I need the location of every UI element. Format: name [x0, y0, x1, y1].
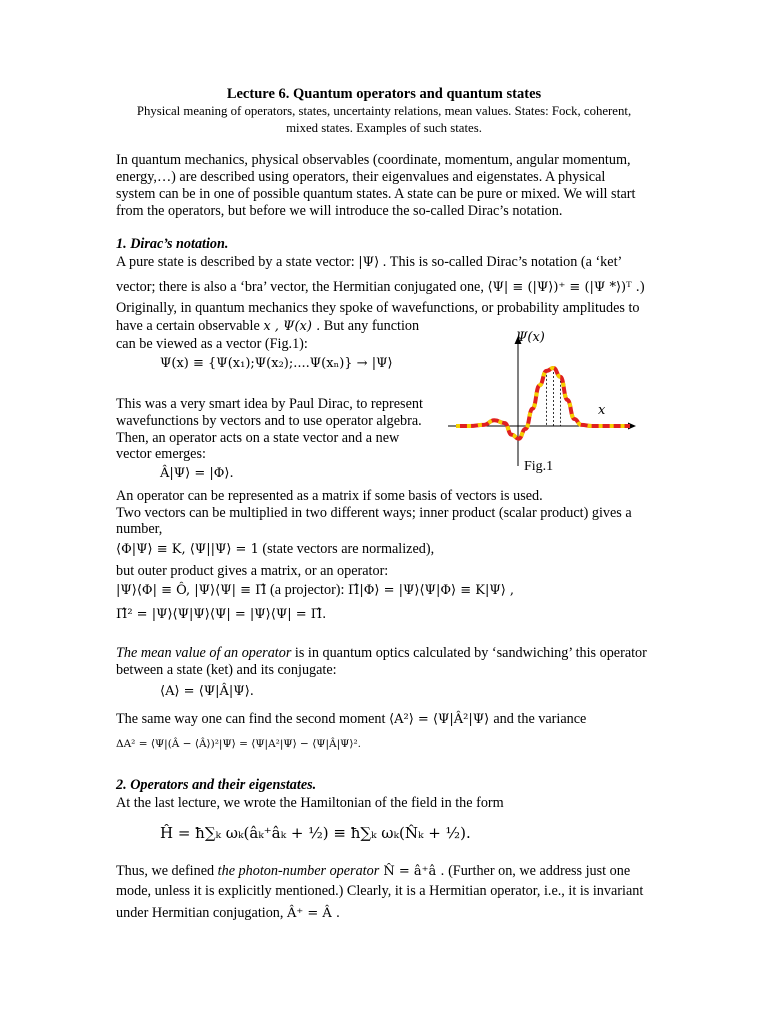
equation-vector: Ψ(x) ≡ {Ψ(x₁);Ψ(x₂);....Ψ(xₙ)} → |Ψ⟩: [160, 356, 393, 371]
paragraph-line: Then, an operator acts on a state vector and a new: [116, 430, 400, 446]
paragraph-line: An operator can be represented as a matrix if some basis of vectors is used.: [116, 488, 543, 504]
section-heading-operators: 2. Operators and their eigenstates.: [116, 777, 317, 793]
equation-inner-product: ⟨Φ|Ψ⟩ ≡ K, ⟨Ψ||Ψ⟩ = 1 (state vectors are normalized),: [116, 541, 435, 557]
intro-line: system can be in one of possible quantum states. A state can be pure or mixed. We will start: [116, 186, 636, 202]
paragraph-line: wavefunctions by vectors and to use operator algebra.: [116, 413, 422, 429]
paragraph-line: have a certain observable x , Ψ(x) . But any function: [116, 318, 420, 334]
paragraph-line: under Hermitian conjugation, Â⁺ = Â .: [116, 905, 341, 921]
equation-mean-value: ⟨A⟩ = ⟨Ψ|Â|Ψ⟩.: [160, 684, 254, 699]
paragraph-line: Two vectors can be multiplied in two different ways; inner product (scalar product) gives a: [116, 505, 632, 521]
paragraph-line: but outer product gives a matrix, or an operator:: [116, 563, 389, 579]
paragraph-line: The same way one can find the second moment ⟨A²⟩ = ⟨Ψ|Â²|Ψ⟩ and the variance: [116, 711, 587, 727]
paragraph-line: can be viewed as a vector (Fig.1):: [116, 336, 308, 352]
page-subtitle-line2: mixed states. Examples of such states.: [286, 121, 482, 135]
wavefunction-chart: [448, 328, 638, 478]
paragraph-line: A pure state is described by a state vector: |Ψ⟩ . This is so-called Dirac’s notation (a ‘ket’: [116, 254, 623, 270]
intro-line: energy,…) are described using operators, their eigenvalues and eigenstates. A physical: [116, 169, 606, 185]
equation-projector-square: Π̂² = |Ψ⟩⟨Ψ|Ψ⟩⟨Ψ| = |Ψ⟩⟨Ψ| = Π̂.: [116, 607, 327, 622]
paragraph-line: Thus, we defined the photon-number operator N̂ = â⁺â . (Further on, we address just one: [116, 863, 631, 879]
paragraph-line: At the last lecture, we wrote the Hamiltonian of the field in the form: [116, 795, 504, 811]
paragraph-line: This was a very smart idea by Paul Dirac, to represent: [116, 396, 423, 412]
equation-outer-product: |Ψ⟩⟨Φ| ≡ Ô, |Ψ⟩⟨Ψ| ≡ Π̂ (a projector): Π̂|Φ⟩ = |Ψ⟩⟨Ψ|Φ⟩ ≡ K|Ψ⟩ ,: [116, 582, 515, 598]
page-title: Lecture 6. Quantum operators and quantum states: [226, 86, 542, 102]
paragraph-line: vector; there is also a ‘bra’ vector, the Hermitian conjugated one, ⟨Ψ| ≡ (|Ψ⟩)⁺ ≡ (|Ψ *⟩)ᵀ .): [116, 279, 645, 295]
page-subtitle-line1: Physical meaning of operators, states, uncertainty relations, mean values. States: Fock, coherent,: [136, 104, 632, 118]
figure-ylabel: Ψ(x): [516, 330, 545, 345]
figure-wavefunction: [448, 328, 638, 478]
section-heading-dirac: 1. Dirac’s notation.: [116, 236, 229, 252]
paragraph-line: The mean value of an operator is in quantum optics calculated by ‘sandwiching’ this operator: [116, 645, 647, 661]
paragraph-line: vector emerges:: [116, 446, 206, 462]
intro-line: from the operators, but before we will introduce the so-called Dirac’s notation.: [116, 203, 563, 219]
figure-xlabel: x: [598, 403, 606, 418]
paragraph-line: between a state (ket) and its conjugate:: [116, 662, 337, 678]
paragraph-line: mode, unless it is explicitly mentioned.) Clearly, it is a Hermitian operator, i.e., it is invariant: [116, 883, 644, 899]
paragraph-line: number,: [116, 521, 163, 537]
equation-variance: ΔA² = ⟨Ψ|(Â − ⟨Â⟩)²|Ψ⟩ = ⟨Ψ|A²|Ψ⟩ − ⟨Ψ|Â|Ψ⟩².: [116, 738, 362, 750]
paragraph-line: Originally, in quantum mechanics they spoke of wavefunctions, or probability amplitudes to: [116, 300, 640, 316]
figure-caption: Fig.1: [524, 459, 554, 474]
equation-hamiltonian: Ĥ = ħ∑ₖ ωₖ(âₖ⁺âₖ + ½) ≡ ħ∑ₖ ωₖ(N̂ₖ + ½).: [160, 824, 471, 842]
equation-operator-action: Â|Ψ⟩ = |Φ⟩.: [160, 466, 234, 481]
intro-line: In quantum mechanics, physical observables (coordinate, momentum, angular momentum,: [116, 152, 631, 168]
